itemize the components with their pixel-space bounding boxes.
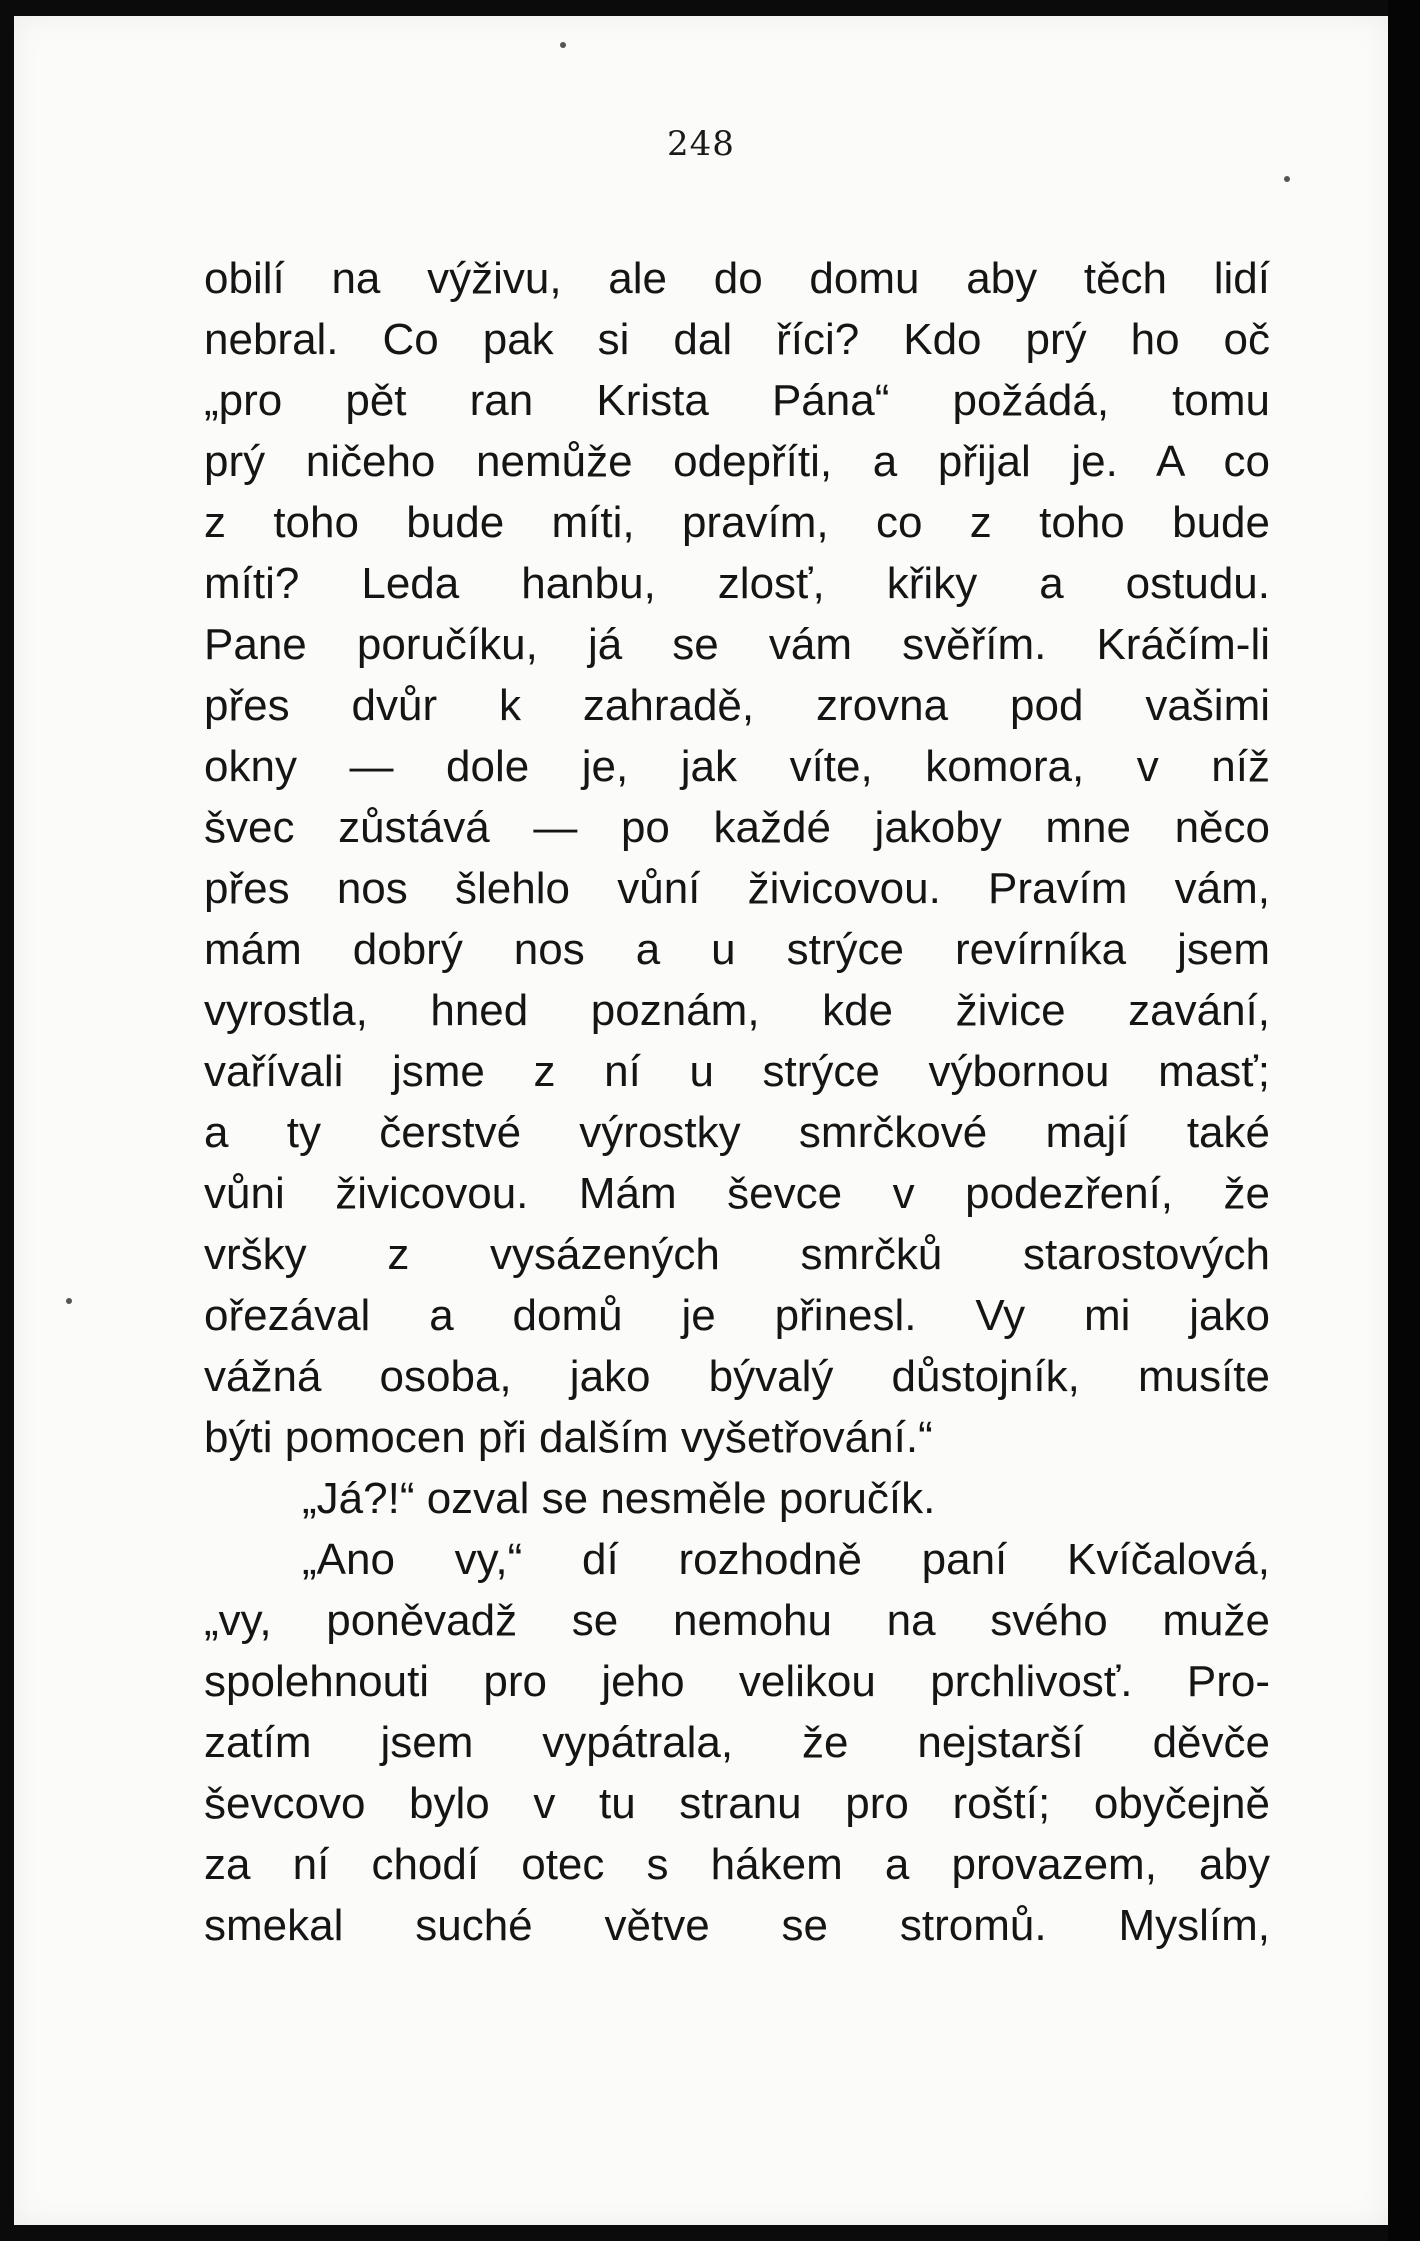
body-text [204,248,1270,1956]
text-line: míti? Leda hanbu, zlosť, křiky a ostudu. [204,559,1270,608]
text-line: nebral. Co pak si dal říci? Kdo prý ho oč [204,315,1270,364]
text-line: vařívali jsme z ní u strýce výbornou masť; [204,1047,1270,1096]
binding-edge [1388,0,1420,2241]
paper-speck [66,1298,72,1304]
text-line: „vy, poněvadž se nemohu na svého muže [204,1596,1270,1645]
text-line: „Já?!“ ozval se nesměle poručík. [302,1474,936,1523]
text-line: „Ano vy,“ dí rozhodně paní Kvíčalová, [302,1535,1270,1584]
text-line: „pro pět ran Krista Pána“ požádá, tomu [204,376,1270,425]
text-line: spolehnouti pro jeho velikou prchlivosť. Pro- [204,1657,1270,1706]
text-line: ševcovo bylo v tu stranu pro roští; obyčejně [204,1779,1270,1828]
page-number: 248 [667,124,735,164]
text-line: švec zůstává — po každé jakoby mne něco [204,803,1270,852]
text-line: zatím jsem vypátrala, že nejstarší děvče [204,1718,1270,1767]
text-line: ořezával a domů je přinesl. Vy mi jako [204,1291,1270,1340]
paper-speck [560,42,566,48]
text-line: prý ničeho nemůže odepříti, a přijal je. A co [204,437,1270,486]
text-line: a ty čerstvé výrostky smrčkové mají také [204,1108,1270,1157]
text-line: z toho bude míti, pravím, co z toho bude [204,498,1270,547]
text-line: vyrostla, hned poznám, kde živice zavání, [204,986,1270,1035]
text-line: vršky z vysázených smrčků starostových [204,1230,1270,1279]
text-line: přes dvůr k zahradě, zrovna pod vašimi [204,681,1270,730]
text-line: přes nos šlehlo vůní živicovou. Pravím vám, [204,864,1270,913]
text-line: mám dobrý nos a u strýce revírníka jsem [204,925,1270,974]
text-line: Pane poručíku, já se vám svěřím. Kráčím-li [204,620,1270,669]
text-line: vůni živicovou. Mám ševce v podezření, že [204,1169,1270,1218]
text-line: za ní chodí otec s hákem a provazem, aby [204,1840,1270,1889]
text-line: býti pomocen při dalším vyšetřování.“ [204,1413,933,1462]
book-page [14,16,1388,2225]
paper-speck [1284,176,1290,182]
text-line: okny — dole je, jak víte, komora, v níž [204,742,1270,791]
text-line: vážná osoba, jako bývalý důstojník, musíte [204,1352,1270,1401]
text-line: obilí na výživu, ale do domu aby těch lidí [204,254,1270,303]
text-line: smekal suché větve se stromů. Myslím, [204,1901,1270,1950]
